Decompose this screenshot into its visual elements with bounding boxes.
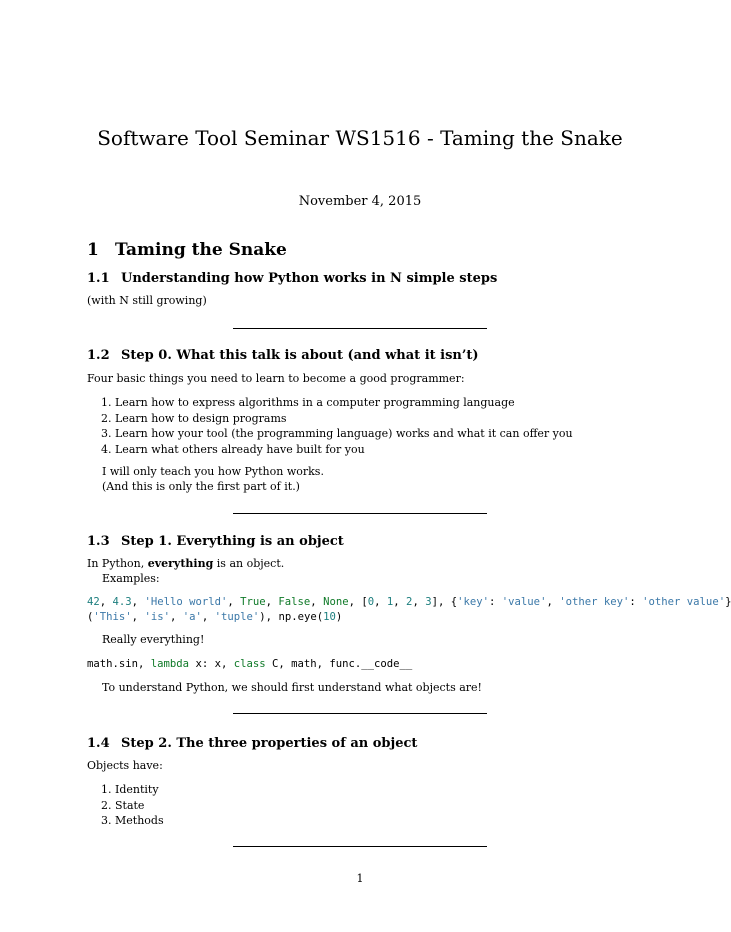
code-token: 0 [367,596,375,608]
subsection-number: 1.2 [87,348,110,363]
code-token: : [489,596,502,608]
code-token: 10 [323,611,336,623]
subsection-heading-1-4 [87,736,417,751]
paragraph-intro [87,557,284,570]
horizontal-rule [233,846,487,847]
code-token: { [450,596,458,608]
code-token: , [412,596,426,608]
text: is an object. [213,557,285,570]
code-token: 'key' [457,596,490,608]
code-token: 42 [87,596,100,608]
code-token: : [629,596,643,608]
code-token: None [323,596,349,608]
subsection-heading-1-1 [87,271,497,286]
list-item: 1. Learn how to express algorithms in a computer programming language [115,395,573,411]
paragraph: To understand Python, we should first understand what objects are! [102,681,482,694]
code-token: lambda [150,658,190,670]
code-token: , [99,596,113,608]
code-token: , [348,596,362,608]
numbered-list [87,782,164,829]
section-title: Taming the Snake [115,240,287,260]
code-token: 'other value' [642,596,726,608]
code-token: 'tuple' [214,611,260,623]
subsection-heading-1-2 [87,348,479,363]
code-token: True [240,596,266,608]
code-token: , [131,611,145,623]
text: In Python, [87,557,148,570]
list-item: 3. Methods [115,813,164,829]
subsection-number: 1.4 [87,736,110,751]
code-token: 'value' [501,596,547,608]
paragraph-note: (And this is only the first part of it.) [102,480,300,493]
code-token: , [437,596,451,608]
code-line-2 [87,611,342,623]
code-token: 'is' [144,611,170,623]
list-item: 3. Learn how your tool (the programming language) works and what it can offer you [115,426,573,442]
code-token: 4.3 [112,596,132,608]
list-item: 1. Identity [115,782,164,798]
list-item: 2. State [115,798,164,814]
paragraph-note: I will only teach you how Python works. [102,465,324,478]
subsection-title: Understanding how Python works in N simple steps [121,271,498,286]
code-token: ( [87,611,94,623]
paragraph-intro: Objects have: [87,759,163,772]
bold-text: everything [147,557,214,570]
code-token: 'This' [93,611,132,623]
code-token: False [278,596,311,608]
code-token: , [265,611,279,623]
examples-label: Examples: [102,572,160,585]
subsection-heading-1-3 [87,534,344,549]
list-item: 2. Learn how to design programs [115,411,573,427]
code-token: class [233,658,266,670]
subsection-title: Step 1. Everything is an object [121,534,344,549]
paragraph-intro: Four basic things you need to learn to become a good programmer: [87,372,465,385]
horizontal-rule [233,328,487,329]
code-token: np.eye( [278,611,324,623]
code-token: 'Hello world' [144,596,228,608]
code-token: 2 [406,596,413,608]
list-item: 4. Learn what others already have built for you [115,442,573,458]
subsection-number: 1.1 [87,271,110,286]
code-token: , [169,611,183,623]
code-token: 3 [425,596,432,608]
code-token: , [393,596,407,608]
numbered-list [87,395,573,457]
code-token: , [374,596,387,608]
code-token: [ [361,596,368,608]
code-token: C, math, func.__code__ [265,658,413,670]
code-token: , [201,611,215,623]
code-token: , [131,596,145,608]
code-token: math.sin, [87,658,151,670]
code-token: , [310,596,324,608]
code-token: x: x, [189,658,234,670]
code-token: 1 [386,596,394,608]
document-title: Software Tool Seminar WS1516 - Taming the Snake [97,126,623,150]
paragraph: Really everything! [102,633,205,646]
page-number: 1 [356,872,364,885]
code-token: 'other key' [559,596,630,608]
code-line-1 [87,596,731,608]
code-token: ) [335,611,343,623]
code-token: , [265,596,279,608]
code-token: , [546,596,560,608]
code-token: 'a' [182,611,202,623]
subsection-title: Step 2. The three properties of an object [121,736,418,751]
code-token: ] [431,596,438,608]
subsection-note: (with N still growing) [87,294,207,307]
code-line-3 [87,658,412,670]
section-number: 1 [87,240,99,260]
subsection-number: 1.3 [87,534,110,549]
horizontal-rule [233,513,487,514]
document-date: November 4, 2015 [298,194,422,209]
code-token: ) [259,611,266,623]
code-token: , [227,596,241,608]
section-heading-1 [87,240,287,260]
subsection-title: Step 0. What this talk is about (and what it isn’t) [121,348,479,363]
code-token: } [725,596,731,608]
horizontal-rule [233,713,487,714]
